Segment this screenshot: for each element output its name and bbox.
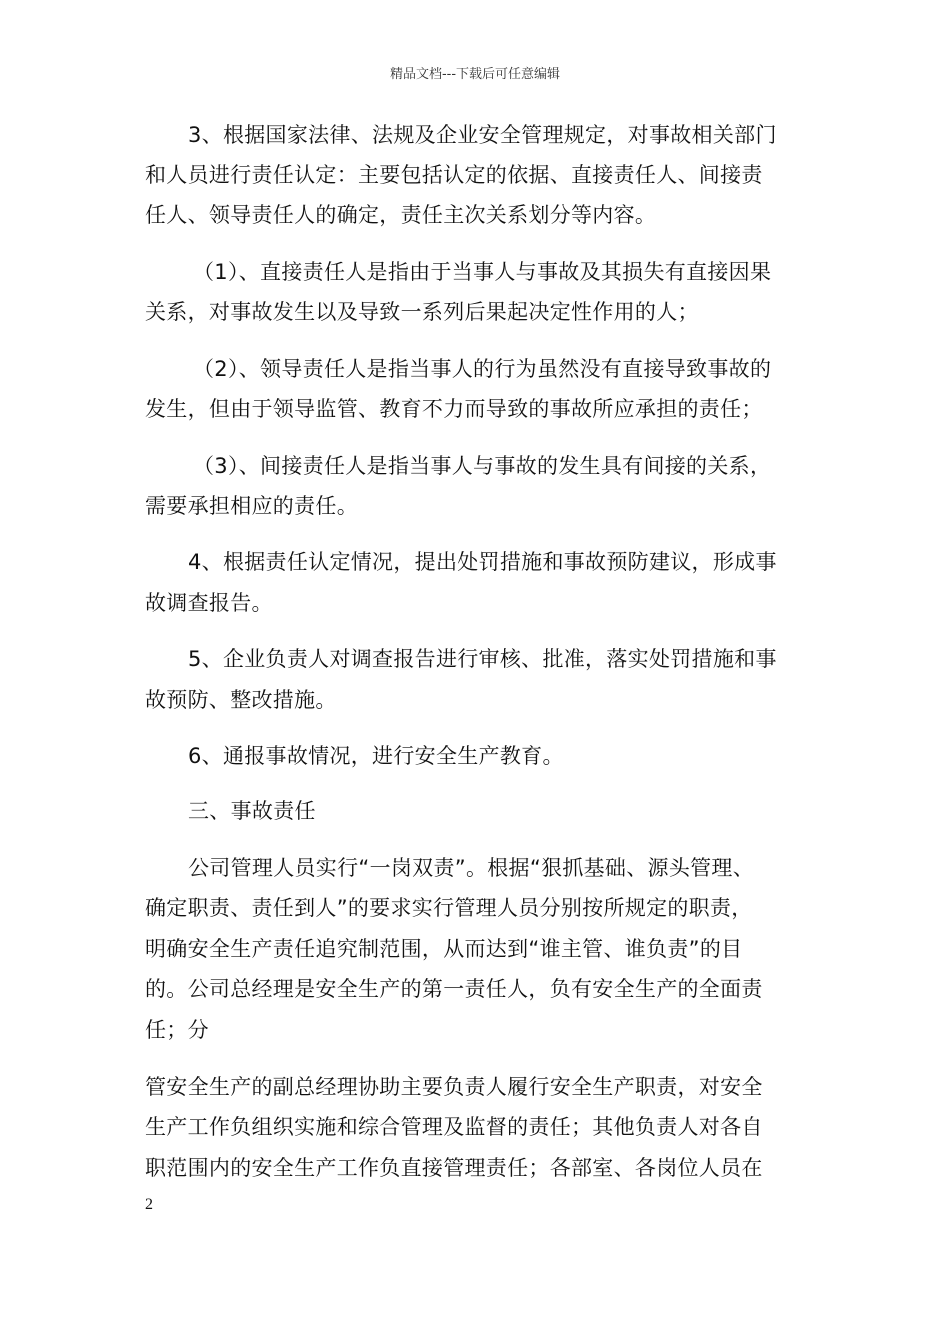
text-line: （2）、领导责任人是指当事人的行为虽然没有直接导致事故的 bbox=[193, 357, 772, 381]
text-line: 管安全生产的副总经理协助主要负责人履行安全生产职责，对安全 bbox=[145, 1075, 763, 1099]
text-line: 任人、领导责任人的确定，责任主次关系划分等内容。 bbox=[145, 203, 657, 227]
text-line: 5、企业负责人对调查报告进行审核、批准，落实处罚措施和事 bbox=[188, 647, 777, 671]
text-line: 明确安全生产责任追究制范围，从而达到“谁主管、谁负责”的目 bbox=[145, 937, 743, 961]
text-line: （1）、直接责任人是指由于当事人与事故及其损失有直接因果 bbox=[193, 260, 772, 284]
text-line: 公司管理人员实行“一岗双责”。根据“狠抓基础、源头管理、 bbox=[188, 856, 755, 880]
page-number: 2 bbox=[145, 1196, 153, 1213]
text-line: 6、通报事故情况，进行安全生产教育。 bbox=[188, 744, 564, 768]
text-line: 确定职责、责任到人”的要求实行管理人员分别按所规定的职责， bbox=[145, 896, 753, 920]
text-line: 3、根据国家法律、法规及企业安全管理规定，对事故相关部门 bbox=[188, 123, 777, 147]
text-line: 职范围内的安全生产工作负直接管理责任；各部室、各岗位人员在 bbox=[145, 1156, 763, 1180]
text-line: 故预防、整改措施。 bbox=[145, 688, 337, 712]
text-line: 任；分 bbox=[145, 1018, 209, 1042]
document-header: 精品文档---下载后可任意编辑 bbox=[389, 67, 561, 82]
text-line: （3）、间接责任人是指当事人与事故的发生具有间接的关系， bbox=[193, 454, 772, 478]
text-line: 发生，但由于领导监管、教育不力而导致的事故所应承担的责任； bbox=[145, 397, 763, 421]
text-line: 4、根据责任认定情况，提出处罚措施和事故预防建议，形成事 bbox=[188, 550, 777, 574]
text-line: 生产工作负组织实施和综合管理及监督的责任；其他负责人对各自 bbox=[145, 1115, 763, 1139]
text-line: 需要承担相应的责任。 bbox=[145, 494, 358, 518]
text-line: 故调查报告。 bbox=[145, 591, 273, 615]
text-line: 和人员进行责任认定：主要包括认定的依据、直接责任人、间接责 bbox=[145, 163, 763, 187]
text-line: 的。公司总经理是安全生产的第一责任人，负有安全生产的全面责 bbox=[145, 977, 763, 1001]
section-heading: 三、事故责任 bbox=[188, 799, 316, 823]
text-line: 关系，对事故发生以及导致一系列后果起决定性作用的人； bbox=[145, 300, 699, 324]
